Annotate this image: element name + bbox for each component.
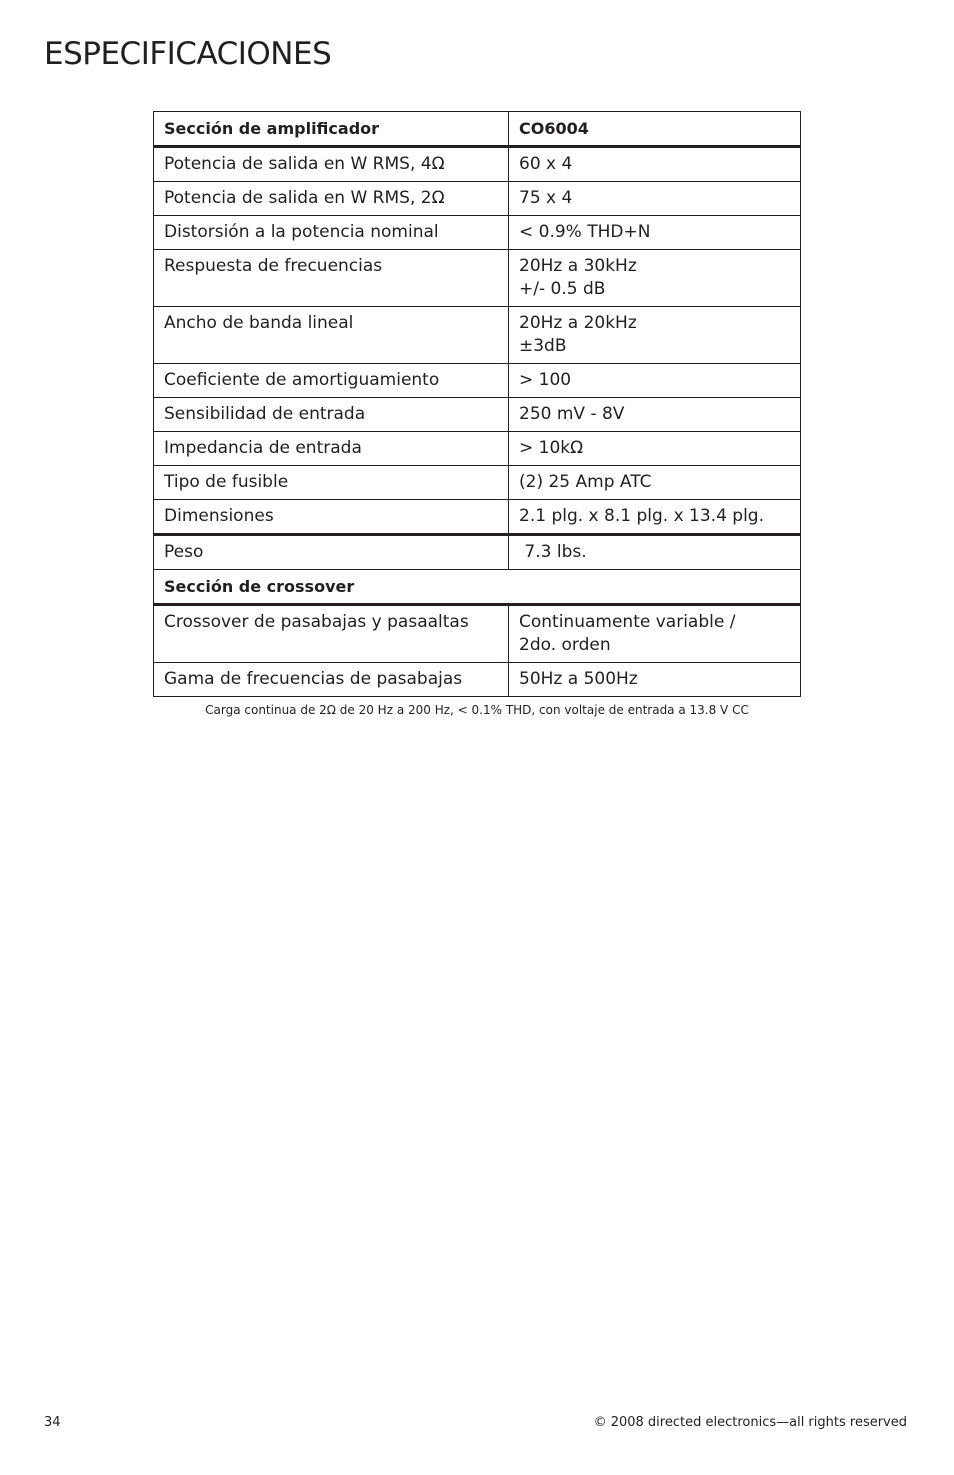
table-row: [154, 605, 801, 663]
spec-value: 50Hz a 500Hz: [509, 663, 801, 697]
spec-label: Respuesta de frecuencias: [154, 250, 509, 307]
spec-value-line: +/- 0.5 dB: [519, 279, 606, 299]
spec-label: Dimensiones: [154, 500, 509, 535]
table-row: [154, 466, 801, 500]
table-row: [154, 147, 801, 182]
spec-label: Coeficiente de amortiguamiento: [154, 364, 509, 398]
table-row: [154, 250, 801, 307]
spec-label: Ancho de banda lineal: [154, 307, 509, 364]
copyright-notice: © 2008 directed electronics—all rights reserved: [593, 1415, 907, 1430]
spec-value: > 100: [509, 364, 801, 398]
spec-label: Peso: [154, 535, 509, 570]
spec-value: 250 mV - 8V: [509, 398, 801, 432]
spec-value: [509, 307, 801, 364]
table-header-row: [154, 112, 801, 147]
spec-value: (2) 25 Amp ATC: [509, 466, 801, 500]
table-row: [154, 663, 801, 697]
spec-value: 7.3 lbs.: [509, 535, 801, 570]
spec-value: 75 x 4: [509, 182, 801, 216]
crossover-section-header: Sección de crossover: [154, 570, 801, 605]
spec-value: 60 x 4: [509, 147, 801, 182]
spec-value: 2.1 plg. x 8.1 plg. x 13.4 plg.: [509, 500, 801, 535]
table-row: [154, 535, 801, 570]
page-title: ESPECIFICACIONES: [44, 36, 332, 72]
table-row: [154, 364, 801, 398]
table-row: [154, 182, 801, 216]
table-row: [154, 398, 801, 432]
table-row: [154, 216, 801, 250]
spec-label: Distorsión a la potencia nominal: [154, 216, 509, 250]
spec-value: [509, 250, 801, 307]
spec-value: > 10kΩ: [509, 432, 801, 466]
amp-section-header: Sección de amplificador: [154, 112, 509, 147]
model-header: CO6004: [509, 112, 801, 147]
table-row: [154, 500, 801, 535]
spec-label: Potencia de salida en W RMS, 2Ω: [154, 182, 509, 216]
spec-label: Potencia de salida en W RMS, 4Ω: [154, 147, 509, 182]
page-number: 34: [44, 1415, 61, 1430]
spec-value-line: ±3dB: [519, 336, 567, 356]
spec-value: [509, 605, 801, 663]
spec-label: Tipo de fusible: [154, 466, 509, 500]
spec-label: Crossover de pasabajas y pasaaltas: [154, 605, 509, 663]
spec-label: Gama de frecuencias de pasabajas: [154, 663, 509, 697]
spec-value-line: 20Hz a 30kHz: [519, 256, 637, 276]
table-footnote: Carga continua de 2Ω de 20 Hz a 200 Hz, < 0.1% THD, con voltaje de entrada a 13.8 V CC: [205, 703, 749, 717]
spec-label: Impedancia de entrada: [154, 432, 509, 466]
crossover-header-row: [154, 570, 801, 605]
spec-value-line: 2do. orden: [519, 635, 611, 655]
table-row: [154, 432, 801, 466]
spec-value-line: 20Hz a 20kHz: [519, 313, 637, 333]
table-row: [154, 307, 801, 364]
spec-value: < 0.9% THD+N: [509, 216, 801, 250]
spec-value-line: Continuamente variable /: [519, 612, 736, 632]
specifications-table: [153, 111, 801, 697]
spec-label: Sensibilidad de entrada: [154, 398, 509, 432]
